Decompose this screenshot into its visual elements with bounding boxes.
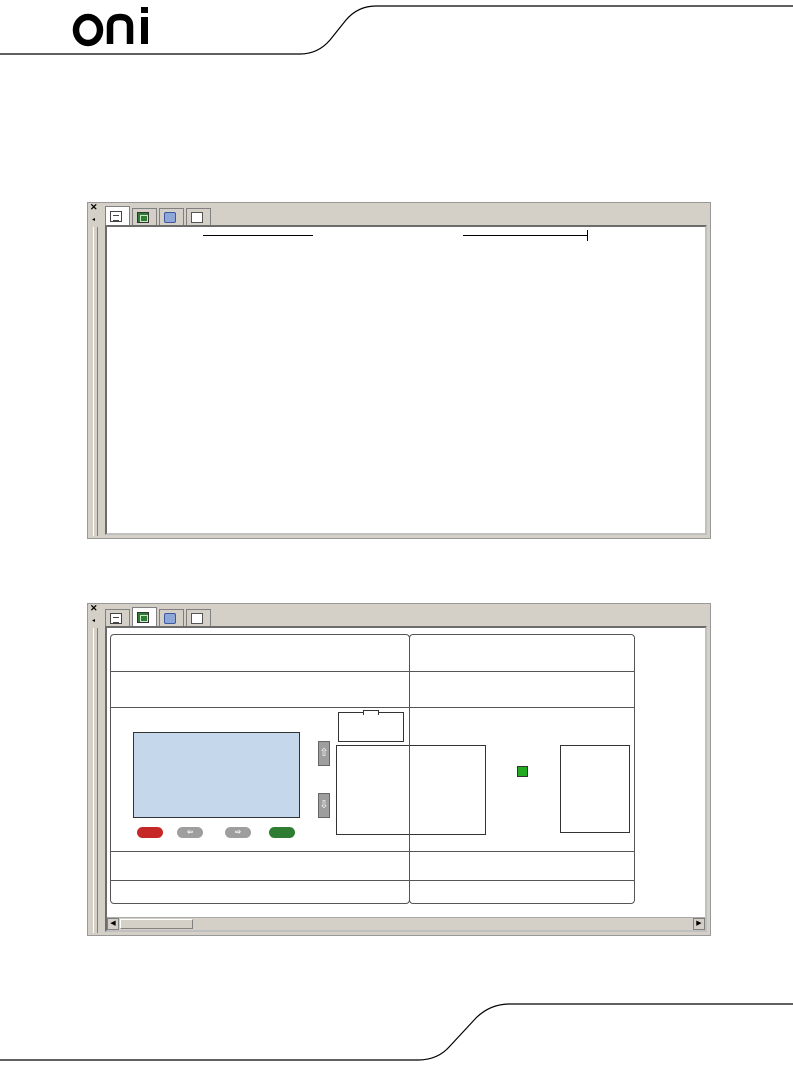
simulator-icon	[137, 612, 149, 623]
ext-expansion-port-right	[560, 745, 630, 833]
brand-logo	[72, 4, 162, 48]
scroll-thumb[interactable]	[120, 919, 193, 929]
info-panel	[87, 202, 711, 539]
expansion-port	[336, 745, 412, 835]
divider	[410, 707, 634, 708]
document-icon	[110, 211, 122, 222]
cpu-module	[110, 634, 410, 904]
divider	[111, 880, 409, 881]
simulator-canvas	[105, 626, 707, 932]
down-arrow-button[interactable]: ⇩	[318, 793, 330, 818]
tab-bar	[105, 206, 213, 226]
report-header-end-tick	[587, 230, 588, 241]
card-slot-notch	[363, 710, 379, 715]
close-icon[interactable]: ✕	[90, 202, 98, 212]
tab-simulator[interactable]	[132, 607, 157, 627]
simulator-icon	[137, 212, 149, 223]
divider	[111, 707, 409, 708]
left-arrow-button[interactable]: ⇦	[177, 827, 203, 838]
tab-analog-io[interactable]	[186, 208, 211, 226]
tab-analog-io[interactable]	[186, 609, 211, 627]
extension-module	[409, 634, 635, 904]
divider	[111, 671, 409, 672]
report-area[interactable]	[105, 225, 707, 535]
pin-icon[interactable]: ◂	[92, 618, 96, 624]
run-led	[517, 766, 528, 777]
esc-button[interactable]	[137, 827, 163, 838]
digital-io-icon	[164, 212, 176, 223]
right-arrow-button[interactable]: ⇨	[225, 827, 251, 838]
scroll-left-button[interactable]: ◀	[107, 918, 119, 930]
program-card-slot[interactable]	[338, 712, 404, 742]
divider	[410, 880, 634, 881]
report-header-rule-left	[203, 235, 313, 236]
simulator-panel	[87, 603, 711, 936]
analog-io-icon	[191, 212, 203, 223]
divider	[111, 851, 409, 852]
panel-side-bar	[88, 203, 102, 538]
horizontal-scrollbar[interactable]	[107, 917, 705, 930]
dock-grip[interactable]	[93, 628, 98, 933]
up-arrow-button[interactable]: ⇧	[318, 741, 330, 766]
divider	[410, 671, 634, 672]
ext-expansion-port-left	[410, 745, 486, 835]
tab-bar	[105, 607, 213, 627]
tab-information[interactable]	[105, 206, 130, 226]
report-header	[203, 229, 493, 241]
tab-simulator[interactable]	[132, 208, 157, 226]
digital-io-icon	[164, 613, 176, 624]
lcd-display	[133, 732, 300, 818]
report-header-rule-right	[463, 235, 587, 236]
tab-digital-io[interactable]	[159, 609, 184, 627]
divider	[410, 851, 634, 852]
tab-information[interactable]	[105, 609, 130, 627]
scroll-right-button[interactable]: ▶	[693, 918, 705, 930]
pin-icon[interactable]: ◂	[92, 217, 96, 223]
ok-button[interactable]	[269, 827, 295, 838]
panel-side-bar	[88, 604, 102, 935]
document-icon	[110, 613, 122, 624]
dock-grip[interactable]	[93, 227, 98, 536]
tab-digital-io[interactable]	[159, 208, 184, 226]
analog-io-icon	[191, 613, 203, 624]
close-icon[interactable]: ✕	[90, 603, 98, 613]
